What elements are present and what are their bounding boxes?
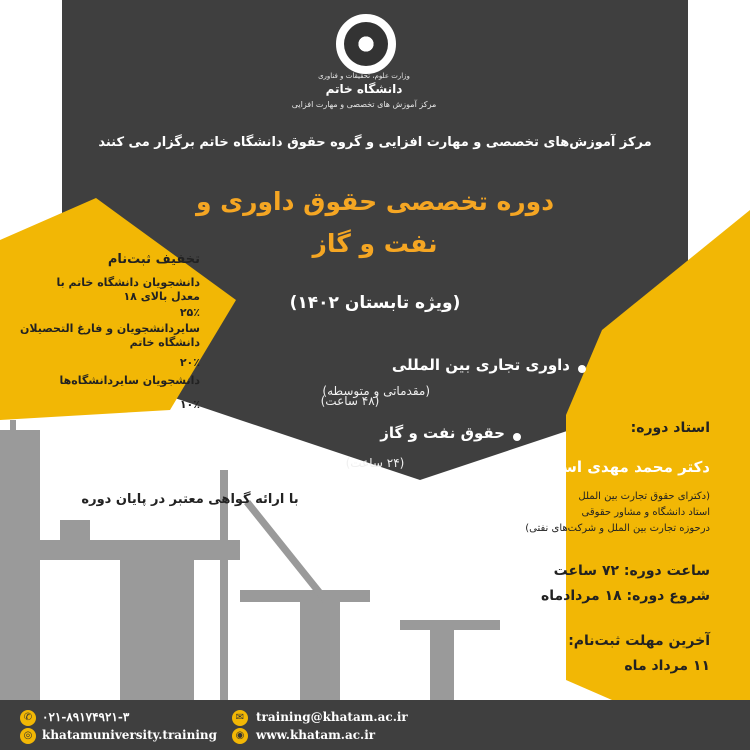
discount-line: دانشجویان سایردانشگاه‌ها xyxy=(59,374,200,387)
footer-website[interactable]: www.khatam.ac.ir xyxy=(256,728,376,742)
title-line2: نفت و گاز xyxy=(312,229,438,258)
discount-title: تخفیف ثبت‌نام xyxy=(107,252,200,267)
course-item-2-hours: (۲۴ ساعت) xyxy=(345,456,405,470)
phone-icon: ✆ xyxy=(20,710,36,726)
university-logo xyxy=(336,14,396,74)
discount-line: سایردانشجویان و فارغ التحصیلان xyxy=(19,322,200,335)
instructor-detail: درحوزه تجارت بین الملل و شرکت‌های نفتی) xyxy=(525,523,710,534)
subtitle: مرکز آموزش‌های تخصصی و مهارت افزایی و گروه حقوق دانشگاه خاتم برگزار می کنند xyxy=(98,135,652,150)
deadline-date: ۱۱ مرداد ماه xyxy=(624,658,710,674)
discount-line: دانشجویان دانشگاه خاتم با xyxy=(56,276,200,289)
discount-line: ۱۰٪ xyxy=(179,398,200,411)
course-item-1-hours: (۴۸ ساعت) xyxy=(320,394,380,408)
course-item-2: حقوق نفت و گاز xyxy=(380,424,505,442)
footer-instagram[interactable]: khatamuniversity.training xyxy=(42,728,217,742)
university-name: دانشگاه خاتم xyxy=(325,82,403,96)
course-item-1-note: (مقدماتی و متوسطه) xyxy=(322,384,430,398)
discount-line: دانشگاه خاتم xyxy=(129,336,200,349)
course-start: شروع دوره: ۱۸ مردادماه xyxy=(540,588,710,604)
footer-band xyxy=(0,700,750,750)
course-hours: ساعت دوره: ۷۲ ساعت xyxy=(553,563,710,579)
discount-line: ۲۵٪ xyxy=(179,306,200,319)
instructor-name: دکتر محمد مهدی اسدی xyxy=(539,458,710,476)
deadline-label: آخرین مهلت ثبت‌نام: xyxy=(568,633,710,649)
email-icon: ✉ xyxy=(232,710,248,726)
title-line1: دوره تخصصی حقوق داوری و xyxy=(195,187,555,216)
footer-phone[interactable]: ۰۲۱-۸۹۱۷۴۹۲۱-۳ xyxy=(42,710,130,724)
center-name: مرکز آموزش های تخصصی و مهارت افزایی xyxy=(291,100,437,109)
footer-email[interactable]: training@khatam.ac.ir xyxy=(256,710,408,724)
instructor-detail: استاد دانشگاه و مشاور حقوقی xyxy=(581,507,710,518)
ministry-text: وزارت علوم، تحقیقات و فناوری xyxy=(318,72,410,80)
bullet-icon xyxy=(578,365,586,373)
discount-line: ۲۰٪ xyxy=(179,356,200,369)
certificate-note: با ارائه گواهی معتبر در پایان دوره xyxy=(81,492,299,507)
instructor-detail: (دکترای حقوق تجارت بین الملل xyxy=(578,491,710,502)
web-icon: ◉ xyxy=(232,728,248,744)
edition: (ویژه تابستان ۱۴۰۲) xyxy=(289,293,461,313)
course-item-1: داوری تجاری بین المللی xyxy=(391,356,570,374)
instagram-icon: ◎ xyxy=(20,728,36,744)
discount-line: معدل بالای ۱۸ xyxy=(123,290,200,303)
instructor-heading: استاد دوره: xyxy=(630,420,710,436)
